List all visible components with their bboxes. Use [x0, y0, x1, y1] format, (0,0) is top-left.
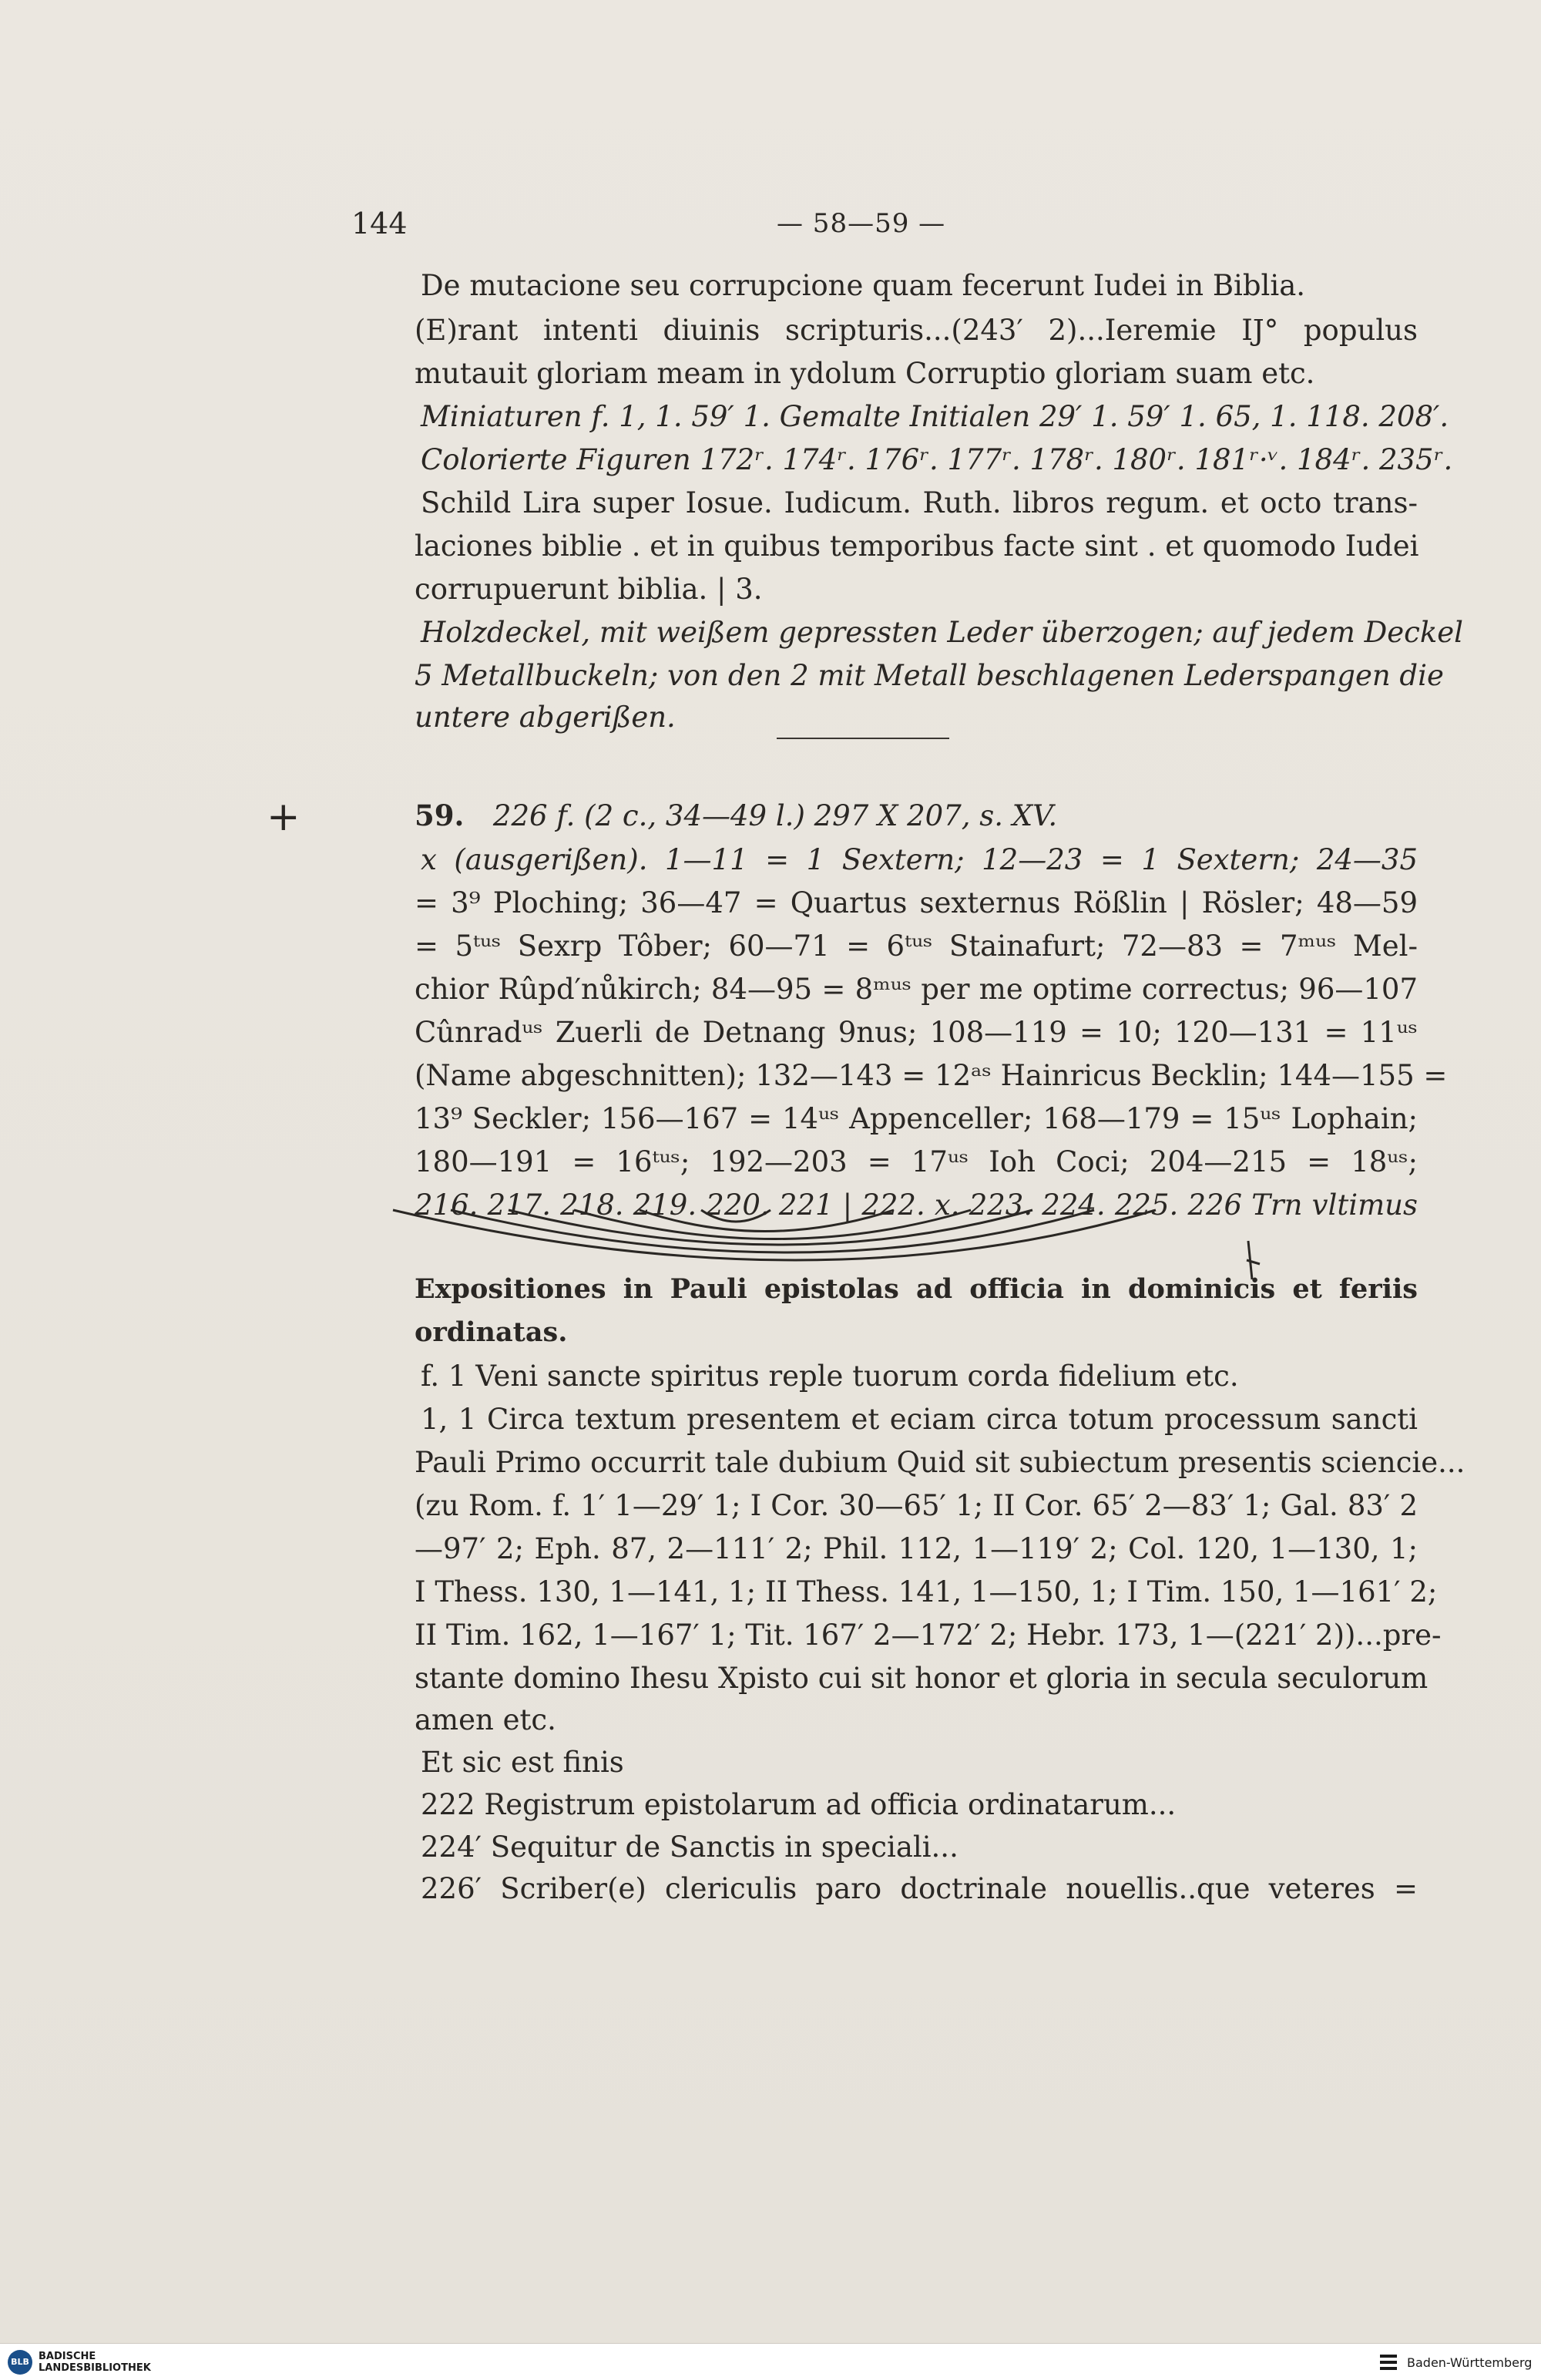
text-line-4: (zu Rom. f. 1′ 1—29′ 1; I Cor. 30—65′ 1; II Cor. 65′ 2—83′ 1; Gal. 83′ 2 — [415, 1489, 1418, 1522]
quire-line-6: (Name abgeschnitten); 132—143 = 12ᵃˢ Hainricus Becklin; 144—155 = — [415, 1059, 1448, 1092]
quire-line-7: 13⁹ Seckler; 156—167 = 14ᵘˢ Appenceller; 168—179 = 15ᵘˢ Lophain; — [415, 1102, 1418, 1135]
page-number: 144 — [351, 207, 408, 240]
running-header: — 58—59 — — [777, 208, 946, 239]
entry58-colored-figures: Colorierte Figuren 172ʳ. 174ʳ. 176ʳ. 177ʳ. 178ʳ. 180ʳ. 181ʳ·ᵛ. 184ʳ. 235ʳ. — [421, 443, 1453, 476]
viewer-footer — [0, 2343, 1541, 2380]
entry58-line-6: Schild Lira super Iosue. Iudicum. Ruth. libros regum. et octo trans- — [421, 486, 1418, 519]
quire-line-8: 180—191 = 16ᵗᵘˢ; 192—203 = 17ᵘˢ Ioh Coci; 204—215 = 18ᵘˢ; — [415, 1145, 1418, 1178]
entry59-description: 226 f. (2 c., 34—49 l.) 297 X 207, s. XV. — [492, 799, 1058, 832]
text-line-11: 222 Registrum epistolarum ad officia ordinatarum... — [421, 1788, 1177, 1821]
text-line-8: stante domino Ihesu Xpisto cui sit honor et gloria in secula seculorum — [415, 1662, 1429, 1695]
entry59-number: 59. — [415, 798, 465, 832]
entry58-line-8: corrupuerunt biblia. | 3. — [415, 573, 763, 606]
library-name: BADISCHE LANDESBIBLIOTHEK — [39, 2351, 151, 2374]
entry58-binding-2: 5 Metallbuckeln; von den 2 mit Metall beschlagenen Lederspangen die — [415, 659, 1444, 692]
entry58-miniatures: Miniaturen f. 1, 1. 59′ 1. Gemalte Initialen 29′ 1. 59′ 1. 65, 1. 118. 208′. — [421, 400, 1449, 433]
quire-line-1: x (ausgerißen). 1—11 = 1 Sextern; 12—23 = 1 Sextern; 24—35 — [421, 843, 1418, 876]
text-line-3: Pauli Primo occurrit tale dubium Quid sit subiectum presentis sciencie... — [415, 1446, 1465, 1479]
entry59-heading — [415, 798, 1418, 832]
text-line-7: II Tim. 162, 1—167′ 1; Tit. 167′ 2—172′ 2; Hebr. 173, 1—(221′ 2))...pre- — [415, 1619, 1442, 1652]
quire-line-4: chior Rûpd′nůkirch; 84—95 = 8ᵐᵘˢ per me optime correctus; 96—107 — [415, 973, 1418, 1006]
entry58-line-3: mutauit gloriam meam in ydolum Corruptio gloriam suam etc. — [415, 357, 1315, 390]
text-line-13: 226′ Scriber(e) clericulis paro doctrinale nouellis..que veteres = — [421, 1872, 1418, 1905]
text-line-12: 224′ Sequitur de Sanctis in speciali... — [421, 1830, 959, 1864]
quire-arc-6 — [701, 1210, 770, 1222]
entry58-binding-3: untere abgerißen. — [415, 701, 676, 734]
text-line-2: 1, 1 Circa textum presentem et eciam circa totum processum sancti — [421, 1403, 1418, 1436]
state-name: Baden-Württemberg — [1407, 2355, 1533, 2370]
entry58-line-1: De mutacione seu corrupcione quam fecerunt Iudei in Biblia. — [421, 269, 1306, 302]
text-line-9: amen etc. — [415, 1703, 556, 1736]
quire-line-3: = 5ᵗᵘˢ Sexrp Tôber; 60—71 = 6ᵗᵘˢ Stainafurt; 72—83 = 7ᵐᵘˢ Mel- — [415, 929, 1418, 963]
quire-line-5: Cûnradᵘˢ Zuerli de Detnang 9nus; 108—119 = 10; 120—131 = 11ᵘˢ — [415, 1016, 1418, 1049]
work-title-1: Expositiones in Pauli epistolas ad officia in dominicis et feriis — [415, 1273, 1418, 1305]
text-line-1: f. 1 Veni sancte spiritus reple tuorum corda fidelium etc. — [421, 1360, 1239, 1393]
state-coat-of-arms-icon — [1378, 2351, 1399, 2373]
text-line-10: Et sic est finis — [421, 1746, 624, 1779]
quire-line-2: = 3⁹ Ploching; 36—47 = Quartus sexternus Rößlin | Rösler; 48—59 — [415, 886, 1418, 919]
margin-plus-mark: + — [267, 794, 300, 840]
work-title-2: ordinatas. — [415, 1316, 568, 1348]
text-line-6: I Thess. 130, 1—141, 1; II Thess. 141, 1—150, 1; I Tim. 150, 1—161′ 2; — [415, 1575, 1438, 1609]
text-line-5: —97′ 2; Eph. 87, 2—111′ 2; Phil. 112, 1—119′ 2; Col. 120, 1—130, 1; — [415, 1532, 1418, 1565]
entry58-line-2: (E)rant intenti diuinis scripturis...(243′ 2)...Ieremie IJ° populus — [415, 314, 1418, 347]
quire-line-9: 216. 217. 218. 219. 220. 221 | 222. x. 223. 224. 225. 226 Trn vltimus — [415, 1188, 1418, 1222]
entry58-line-7: laciones biblie . et in quibus temporibus facte sint . et quomodo Iudei — [415, 529, 1419, 563]
section-divider — [777, 738, 949, 739]
blb-logo-icon[interactable]: BLB — [8, 2350, 32, 2375]
entry58-binding-1: Holzdeckel, mit weißem gepressten Leder überzogen; auf jedem Deckel — [421, 616, 1464, 649]
